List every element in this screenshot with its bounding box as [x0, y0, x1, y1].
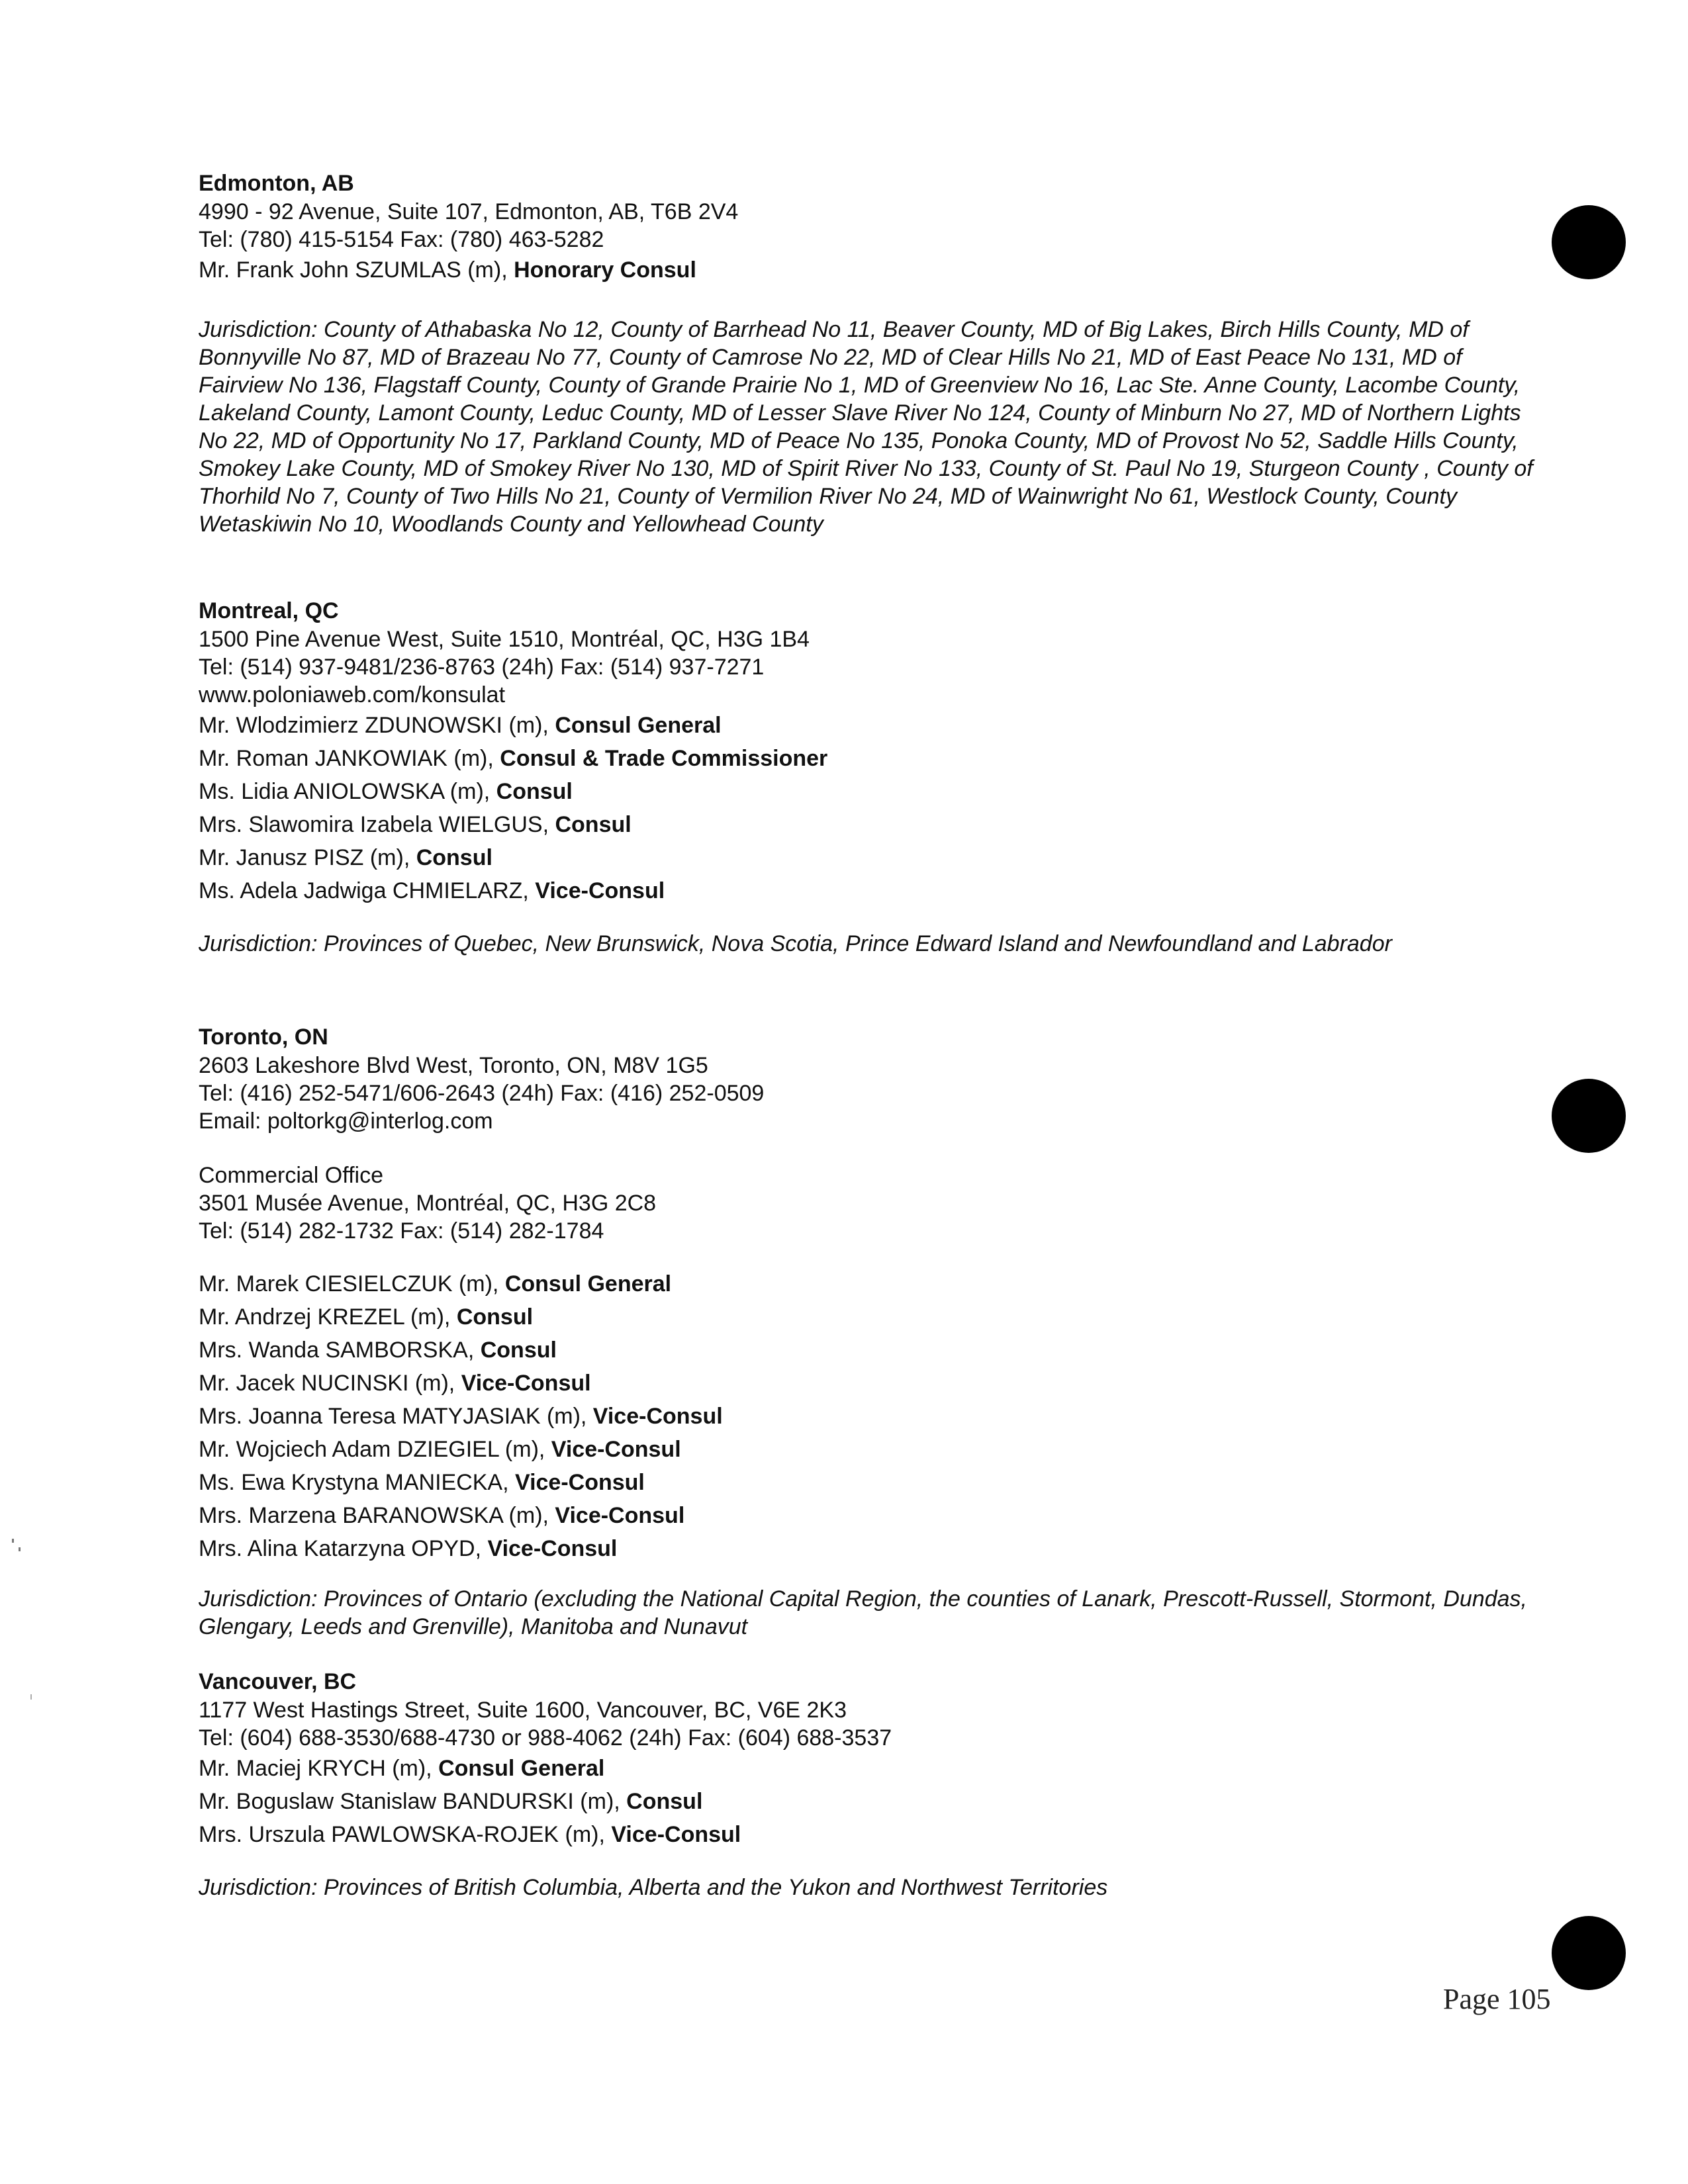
official-name: Mr. Maciej KRYCH (m),: [199, 1756, 439, 1781]
official-name: Mr. Boguslaw Stanislaw BANDURSKI (m),: [199, 1789, 627, 1814]
consulate-edmonton: [199, 169, 1536, 538]
official-title: Vice-Consul: [535, 878, 665, 903]
consulates-list: [199, 169, 1536, 1901]
official-name: Mrs. Wanda SAMBORSKA,: [199, 1338, 481, 1363]
address-line: 4990 - 92 Avenue, Suite 107, Edmonton, AB, T6B 2V4: [199, 199, 739, 224]
official-row: [199, 1818, 1536, 1851]
punch-hole-bottom: [1552, 1916, 1626, 1990]
official-title: Consul: [626, 1789, 703, 1814]
website-link: www.poloniaweb.com/konsulat: [199, 682, 506, 707]
official-title: Vice-Consul: [515, 1470, 645, 1495]
consulate-montreal: [199, 596, 1536, 958]
page-number: Page 105: [1443, 1983, 1551, 2015]
address-line: 1500 Pine Avenue West, Suite 1510, Montréal, QC, H3G 1B4: [199, 627, 810, 652]
official-title: Consul General: [504, 1271, 672, 1297]
official-name: Mrs. Alina Katarzyna OPYD,: [199, 1536, 488, 1561]
official-title: Consul General: [438, 1756, 605, 1781]
consulate-vancouver: [199, 1667, 1536, 1901]
official-title: Consul: [456, 1304, 534, 1330]
official-name: Mr. Jacek NUCINSKI (m),: [199, 1371, 461, 1396]
jurisdiction-text: Jurisdiction: Provinces of Quebec, New Brunswick, Nova Scotia, Prince Edward Island and Newfoundland and Labrador: [199, 931, 1392, 956]
official-row: [199, 1466, 1536, 1499]
official-title: Consul: [480, 1338, 557, 1363]
consulate-toronto: [199, 1023, 1536, 1641]
official-name: Mr. Janusz PISZ (m),: [199, 845, 416, 870]
official-row: [199, 1267, 1536, 1300]
city-heading: Vancouver, BC: [199, 1669, 357, 1694]
official-row: [199, 709, 1536, 742]
scan-speck: [12, 1539, 14, 1543]
city-heading: Montreal, QC: [199, 598, 339, 623]
commercial-address-line: 3501 Musée Avenue, Montréal, QC, H3G 2C8: [199, 1191, 657, 1216]
jurisdiction-text: Jurisdiction: County of Athabaska No 12, County of Barrhead No 11, Beaver County, MD of Big Lakes, Birch Hills County, MD of Bonnyville No 87, MD of Brazeau No 77, County of Camrose No 22, MD of Clear Hills No 21, MD of East Peace No 131, MD of Fairview No 136, Flagstaff County, County of Grande Prairie No 1, MD of Greenview No 16, Lac Ste. Anne County, Lacombe County, Lakeland County, Lamont County, Leduc County, MD of Lesser Slave River No 124, County of Minburn No 27, MD of Northern Lights No 22, MD of Opportunity No 17, Parkland County, MD of Peace No 135, Ponoka County, MD of Provost No 52, Saddle Hills County, Smokey Lake County, MD of Smokey River No 130, MD of Spirit River No 133, County of St. Paul No 19, Sturgeon County , County of Thorhild No 7, County of Two Hills No 21, County of Vermilion River No 24, MD of Wainwright No 61, Westlock County, County Wetaskiwin No 10, Woodlands County and Yellowhead County: [199, 317, 1533, 537]
official-name: Mrs. Slawomira Izabela WIELGUS,: [199, 812, 555, 837]
official-title: Vice-Consul: [611, 1822, 741, 1847]
official-row: [199, 1785, 1536, 1818]
commercial-office-label: Commercial Office: [199, 1163, 383, 1188]
official-row: [199, 808, 1536, 841]
official-title: Vice-Consul: [592, 1404, 723, 1429]
official-name: Mr. Wlodzimierz ZDUNOWSKI (m),: [199, 713, 555, 738]
official-row: [199, 253, 1536, 287]
official-name: Ms. Adela Jadwiga CHMIELARZ,: [199, 878, 536, 903]
scan-speck: [19, 1547, 21, 1551]
official-title: Consul: [555, 812, 632, 837]
phone-line: Tel: (780) 415-5154 Fax: (780) 463-5282: [199, 227, 604, 252]
official-row: [199, 1433, 1536, 1466]
city-heading: Toronto, ON: [199, 1024, 328, 1050]
official-row: [199, 1752, 1536, 1785]
official-name: Mr. Marek CIESIELCZUK (m),: [199, 1271, 505, 1297]
official-row: [199, 1367, 1536, 1400]
phone-line: Tel: (416) 252-5471/606-2643 (24h) Fax: (416) 252-0509: [199, 1081, 765, 1106]
official-row: [199, 1499, 1536, 1532]
email-line: Email: poltorkg@interlog.com: [199, 1109, 493, 1134]
official-name: Mr. Roman JANKOWIAK (m),: [199, 746, 500, 771]
official-name: Mr. Wojciech Adam DZIEGIEL (m),: [199, 1437, 551, 1462]
official-row: [199, 742, 1536, 775]
jurisdiction-text: Jurisdiction: Provinces of Ontario (excluding the National Capital Region, the counties of Lanark, Prescott-Russell, Stormont, Dundas, Glengary, Leeds and Grenville), Manitoba and Nunavut: [199, 1586, 1527, 1639]
official-row: [199, 1300, 1536, 1334]
official-title: Vice-Consul: [551, 1437, 681, 1462]
commercial-phone-line: Tel: (514) 282-1732 Fax: (514) 282-1784: [199, 1218, 604, 1244]
official-row: [199, 841, 1536, 874]
official-title: Consul & Trade Commissioner: [500, 746, 828, 771]
official-name: Mrs. Marzena BARANOWSKA (m),: [199, 1503, 555, 1528]
official-title: Consul General: [555, 713, 722, 738]
official-name: Mrs. Joanna Teresa MATYJASIAK (m),: [199, 1404, 593, 1429]
official-row: [199, 775, 1536, 808]
phone-line: Tel: (514) 937-9481/236-8763 (24h) Fax: (514) 937-7271: [199, 655, 765, 680]
jurisdiction-text: Jurisdiction: Provinces of British Columbia, Alberta and the Yukon and Northwest Territories: [199, 1875, 1108, 1900]
official-row: [199, 874, 1536, 907]
punch-hole-top: [1552, 205, 1626, 279]
scan-speck: [30, 1694, 32, 1700]
address-line: 2603 Lakeshore Blvd West, Toronto, ON, M8V 1G5: [199, 1053, 708, 1078]
official-title: Consul: [416, 845, 492, 870]
address-line: 1177 West Hastings Street, Suite 1600, Vancouver, BC, V6E 2K3: [199, 1698, 847, 1723]
official-row: [199, 1400, 1536, 1433]
official-title: Honorary Consul: [514, 257, 696, 283]
official-title: Vice-Consul: [461, 1371, 591, 1396]
official-title: Vice-Consul: [555, 1503, 685, 1528]
official-name: Mrs. Urszula PAWLOWSKA-ROJEK (m),: [199, 1822, 612, 1847]
official-name: Ms. Lidia ANIOLOWSKA (m),: [199, 779, 496, 804]
official-name: Mr. Frank John SZUMLAS (m),: [199, 257, 514, 283]
official-row: [199, 1532, 1536, 1565]
official-name: Mr. Andrzej KREZEL (m),: [199, 1304, 457, 1330]
official-row: [199, 1334, 1536, 1367]
official-title: Vice-Consul: [487, 1536, 618, 1561]
punch-hole-middle: [1552, 1079, 1626, 1153]
official-name: Ms. Ewa Krystyna MANIECKA,: [199, 1470, 515, 1495]
city-heading: Edmonton, AB: [199, 171, 354, 196]
phone-line: Tel: (604) 688-3530/688-4730 or 988-4062 (24h) Fax: (604) 688-3537: [199, 1725, 892, 1751]
official-title: Consul: [496, 779, 573, 804]
